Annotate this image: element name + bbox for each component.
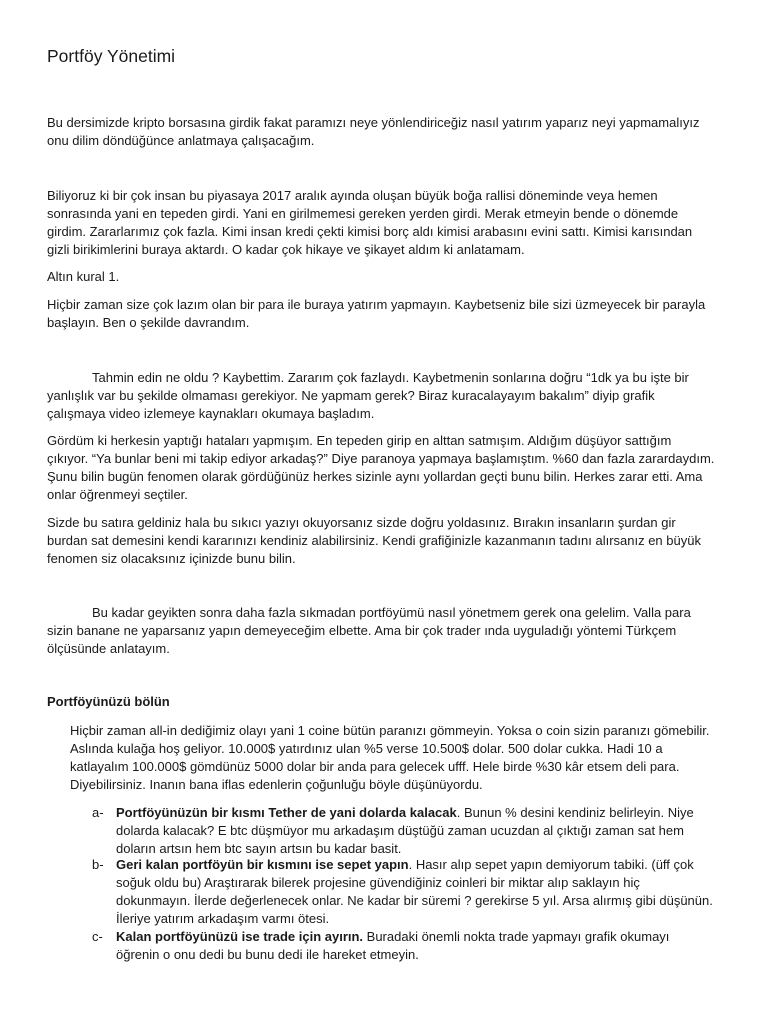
list-item-bold: Kalan portföyünüzü ise trade için ayırın. bbox=[116, 929, 364, 944]
paragraph-all-in: Hiçbir zaman all-in dediğimiz olayı yani 1 coine bütün paranızı gömmeyin. Yoksa o coin sizin paranızı gömebilir. Aslında kulağa hoş geliyor. 10.000$ yatırdınız ulan %5 verse 10.500$ dolar. 500 dolar cukka. Hadi 10 a katlayalım 100.000$ gömdünüz 5000 dolar bir anda para gelecek ufff. Hele birde %30 kâr etsem deli para. Diyebilirsiniz. Inanın bana iflas edenlerin çoğunluğu böyle düşünüyordu. bbox=[70, 723, 710, 792]
section-heading: Portföyünüzü bölün bbox=[47, 694, 170, 709]
list-item-bold: Portföyünüzün bir kısmı Tether de yani dolarda kalacak bbox=[116, 805, 457, 820]
paragraph-bull-rally: Biliyoruz ki bir çok insan bu piyasaya 2017 aralık ayında oluşan büyük boğa rallisi döneminde veya hemen sonrasında yani en tepeden girdi. Yani en girilmemesi gereken yerden girdi. Merak etmeyin bende o dönemde girdim. Zararlarımız çok fazla. Kimi insan kredi çekti kimisi borç aldı kimisi arabasını evini sattı. Kimisi karısından gizli birikimlerini buraya aktardı. O kadar çok hikaye ve şikayet aldım ki anlatamam. bbox=[47, 188, 693, 257]
paragraph-right-path: Sizde bu satıra geldiniz hala bu sıkıcı yazıyı okuyorsanız sizde doğru yoldasınız. Bırakın insanların şurdan gir burdan sat demesini kendi kararınızı kendiniz alabilirsiniz. Kendi grafiğinizle kazanmanın tadını alırsanız en büyük fenomen siz olacaksınız içinizde bunu bilin. bbox=[47, 515, 701, 566]
list-marker: a- bbox=[92, 805, 104, 820]
intro-paragraph: Bu dersimizde kripto borsasına girdik fakat paramızı neye yönlendiriceğiz nasıl yatırım yaparız neyi yapmamalıyız onu dilim döndüğünce anlatmaya çalışacağım. bbox=[47, 115, 700, 148]
paragraph-golden-rule: Hiçbir zaman size çok lazım olan bir para ile buraya yatırım yapmayın. Kaybetseniz bile sizi üzmeyecek bir parayla başlayın. Ben o şekilde davrandım. bbox=[47, 297, 706, 330]
paragraph-lost: Tahmin edin ne oldu ? Kaybettim. Zararım çok fazlaydı. Kaybetmenin sonlarına doğru “1dk ya bu işte bir yanlışlık var bu şekilde olmaması gerekiyor. Ne yapmam gerek? Biraz kuracalayayım bakalım” diyip grafik çalışmaya video izlemeye kaynakları okumaya başladım. bbox=[47, 370, 689, 421]
paragraph-mistakes: Gördüm ki herkesin yaptığı hataları yapmışım. En tepeden girip en alttan satmışım. Aldığım düşüyor sattığım çıkıyor. “Ya bunlar beni mi takip ediyor arkadaş?” Diye paranoya yapmaya başlamıştım. %60 dan fazla zarardaydım. Şunu bilin bugün fenomen olarak gördüğünüz herkes sizinle aynı yollardan geçti bunu bilin. Herkes zarar etti. Ama onlar öğrenmeyi seçtiler. bbox=[47, 433, 715, 502]
document-title: Portföy Yönetimi bbox=[47, 46, 176, 66]
list-marker: c- bbox=[92, 929, 103, 944]
paragraph-portfolio-intro: Bu kadar geyikten sonra daha fazla sıkmadan portföyümü nasıl yönetmem gerek ona gelelim. Valla para sizin banane ne yaparsanız yapın demeyeceğim elbette. Ama bir çok trader ında uyguladığı yöntemi Türkçem ölçüsünde anlatayım. bbox=[47, 605, 691, 656]
list-item-text: . Hasır alıp sepet yapın demiyorum tabiki. (üff çok soğuk oldu bu) Araştırarak bilerek projesine güvendiğiniz coinleri bir miktar alıp saklayın hiç dokunmayın. İlerde değerlenecek onlar. Ne kadar bir süremi ? gerekirse 5 yıl. Arsa alırmış gibi düşünün. İleriye yatırım arkadaşım varmı ötesi. bbox=[116, 857, 713, 926]
list-item-text: . Bunun % desini kendiniz belirleyin. Niye dolarda kalacak? E btc düşmüyor mu arkadaşım düştüğü zaman ucuzdan al çıktığı zaman sat hem doların artsın hem btc sayın artsın bu kadar basit. bbox=[116, 805, 694, 856]
list-item bbox=[92, 928, 715, 964]
list-item-bold: Geri kalan portföyün bir kısmını ise sepet yapın bbox=[116, 857, 409, 872]
list-item-text: Buradaki önemli nokta trade yapmayı grafik okumayı öğrenin o onu dedi bu bunu dedi ile hareket etmeyin. bbox=[116, 929, 670, 962]
list-marker: b- bbox=[92, 857, 104, 872]
golden-rule-label: Altın kural 1. bbox=[47, 269, 120, 284]
list-item bbox=[92, 856, 715, 928]
list-item bbox=[92, 804, 715, 858]
